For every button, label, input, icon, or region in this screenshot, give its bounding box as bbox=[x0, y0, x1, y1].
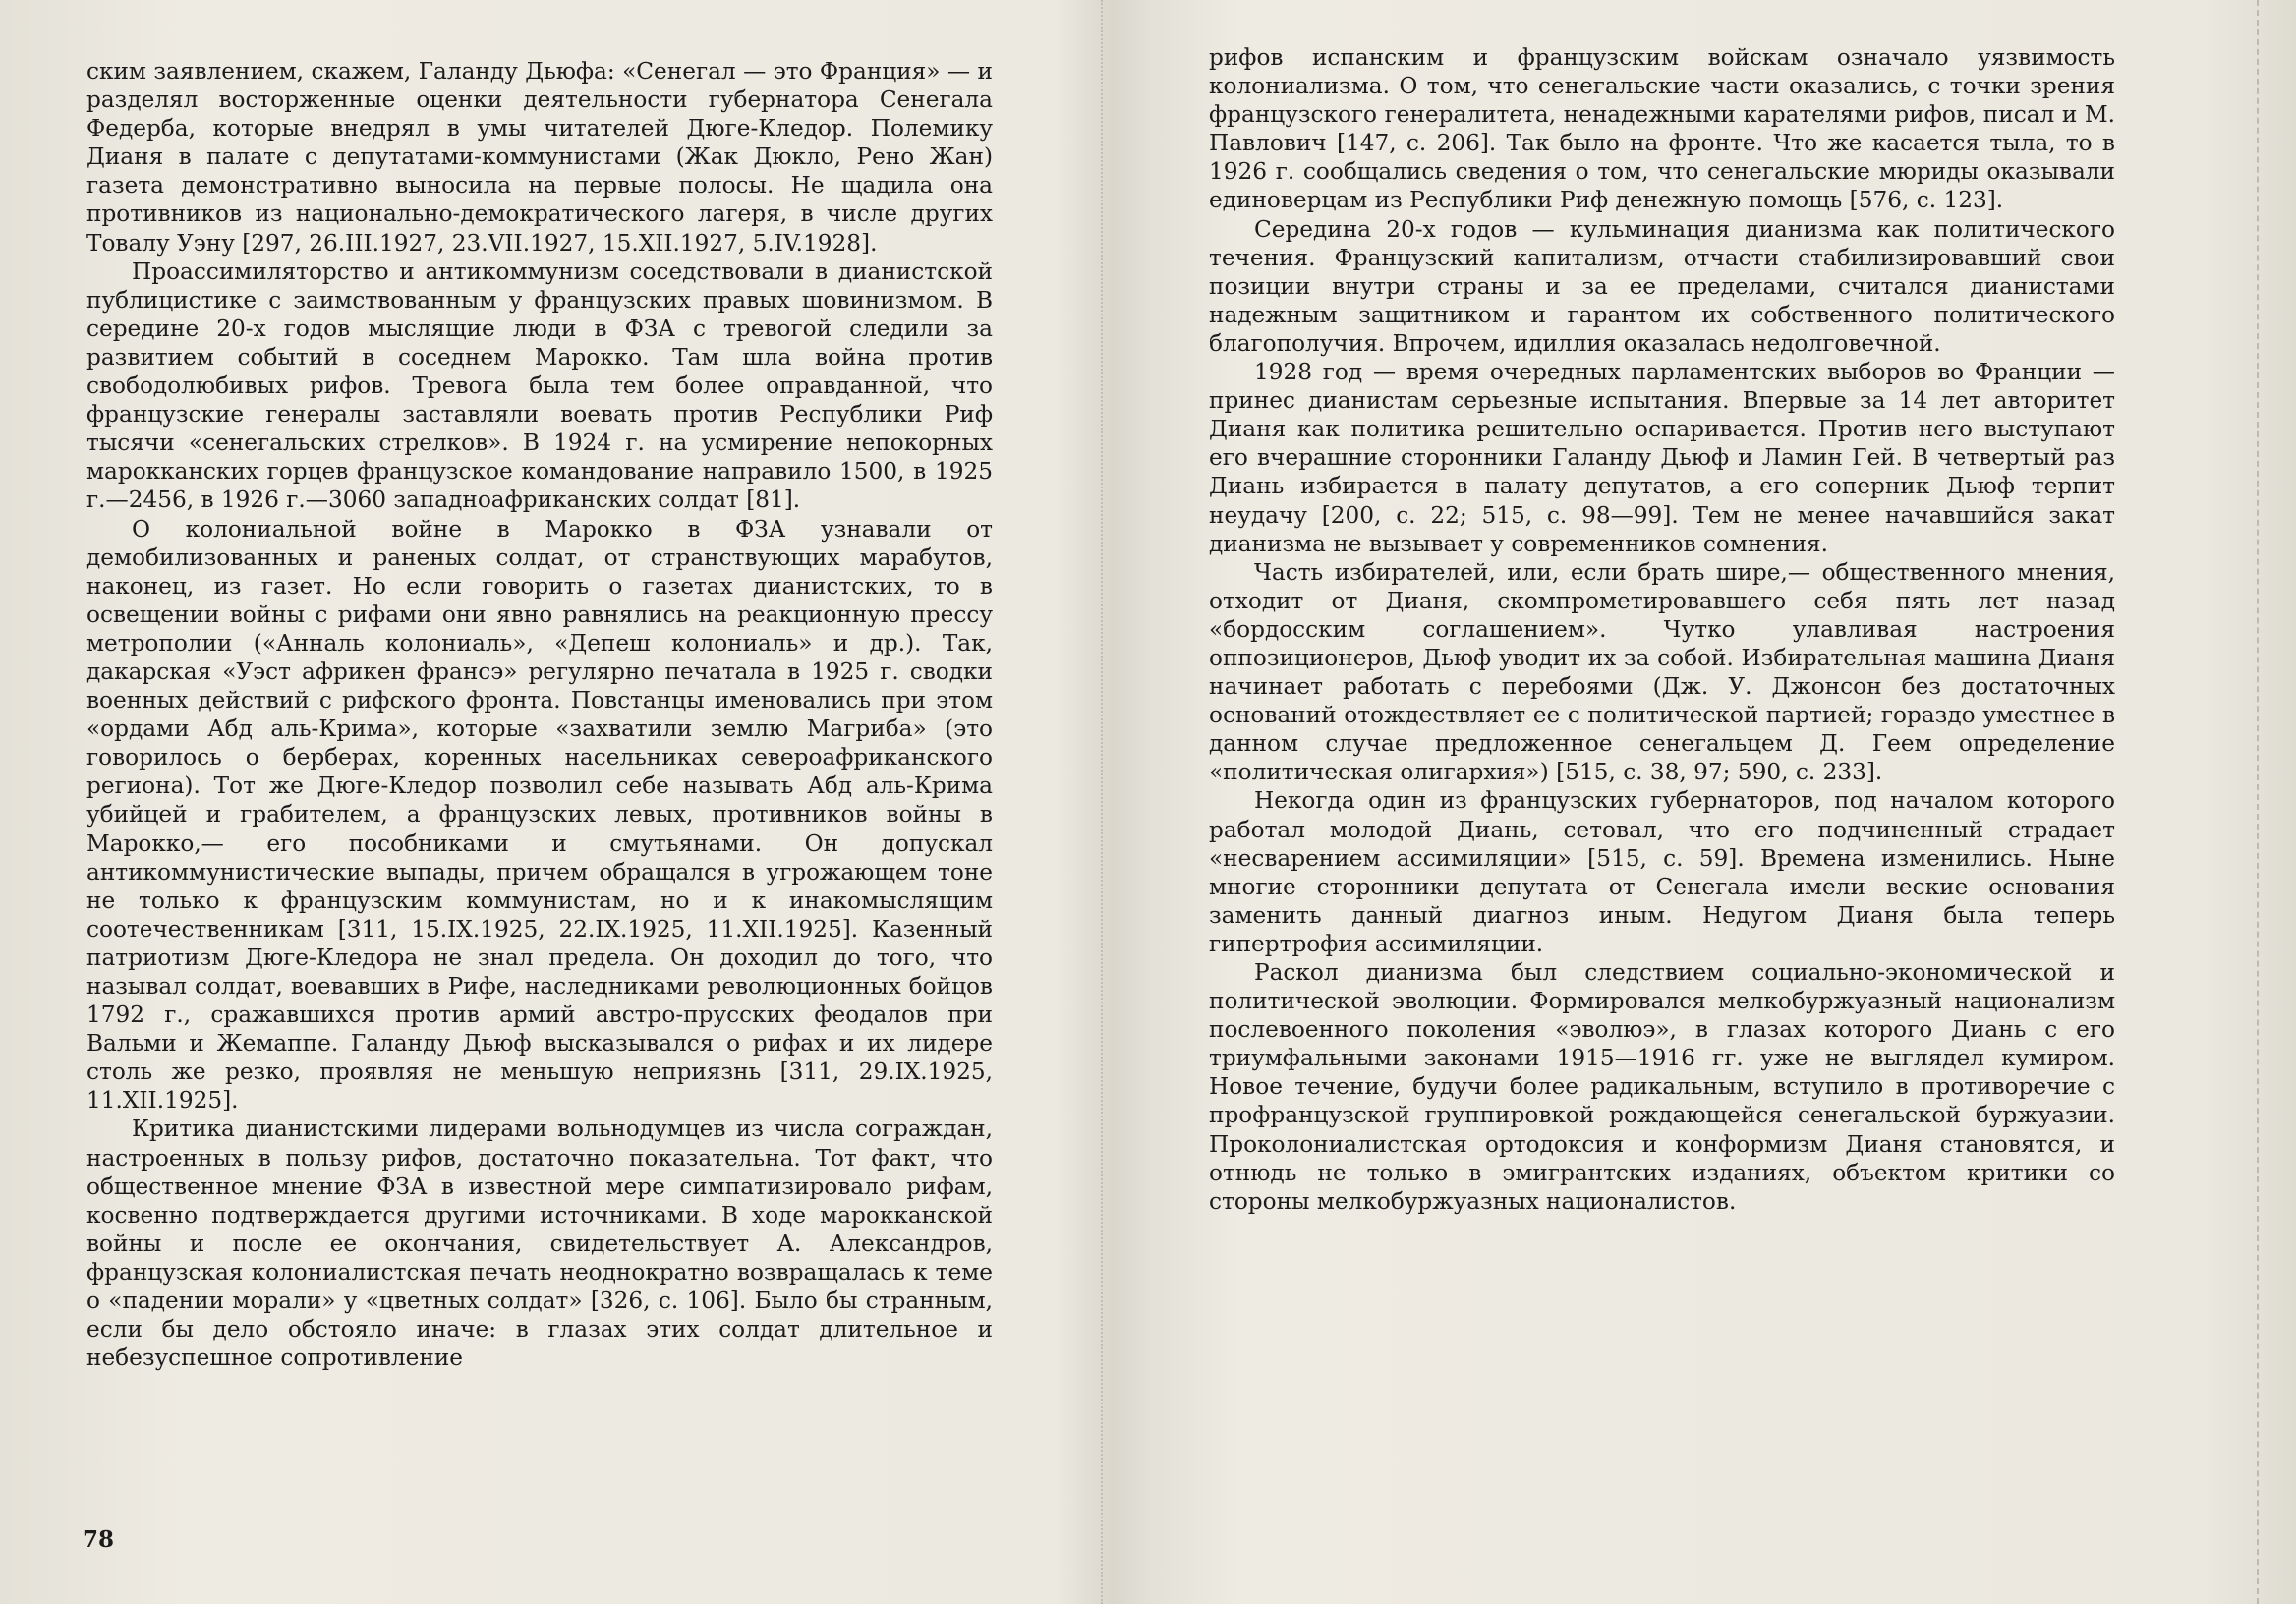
right-page bbox=[1130, 0, 2296, 1604]
paragraph: О колониальной войне в Марокко в ФЗА узнавали от демобилизованных и раненых солдат, от странствующих марабутов, наконец, из газет. Но если говорить о газетах дианистских, то в освещении войны с рифами они явно равнялись на реакционную прессу метрополии («Анналь колониаль», «Депеш колониаль» и др.). Так, дакарская «Уэст африкен франсэ» регулярно печатала в 1925 г. сводки военных действий с рифского фронта. Повстанцы именовались при этом «ордами Абд аль-Крима», которые «захватили землю Магриба» (это говорилось о берберах, коренных насельниках североафриканского региона). Тот же Дюге-Кледор позволил себе называть Абд аль-Крима убийцей и грабителем, а французских левых, противников войны в Марокко,— его пособниками и смутьянами. Он допускал антикоммунистические выпады, причем обращался в угрожающем тоне не только к французским коммунистам, но и к инакомыслящим соотечественникам [311, 15.IX.1925, 22.IX.1925, 11.XII.1925]. Казенный патриотизм Дюге-Кледора не знал предела. Он доходил до того, что называл солдат, воевавших в Рифе, наследниками революционных бойцов 1792 г., сражавшихся против армий австро-прусских феодалов при Вальми и Жемаппе. Галанду Дьюф высказывался о рифах и их лидере столь же резко, проявляя не меньшую неприязнь [311, 29.IX.1925, 11.XII.1925]. bbox=[86, 515, 993, 1115]
page-number: 78 bbox=[83, 1526, 115, 1553]
paragraph: Середина 20-х годов — кульминация дианизма как политического течения. Французский капитализм, отчасти стабилизировавший свои позиции внутри страны и за ее пределами, считался дианистами надежным защитником и гарантом их собственного политического благополучия. Впрочем, идиллия оказалась недолговечной. bbox=[1209, 215, 2115, 357]
paragraph: Проассимиляторство и антикоммунизм соседствовали в дианистской публицистике с заимствованным у французских правых шовинизмом. В середине 20-х годов мыслящие люди в ФЗА с тревогой следили за развитием событий в соседнем Марокко. Там шла война против свободолюбивых рифов. Тревога была тем более оправданной, что французские генералы заставляли воевать против Республики Риф тысячи «сенегальских стрелков». В 1924 г. на усмирение непокорных марокканских горцев французское командование направило 1500, в 1925 г.—2456, в 1926 г.—3060 западноафриканских солдат [81]. bbox=[86, 258, 993, 514]
paragraph: рифов испанским и французским войскам означало уязвимость колониализма. О том, что сенегальские части оказались, с точки зрения французского генералитета, ненадежными карателями рифов, писал и М. Павлович [147, с. 206]. Так было на фронте. Что же касается тыла, то в 1926 г. сообщались сведения о том, что сенегальские мюриды оказывали единоверцам из Республики Риф денежную помощь [576, с. 123]. bbox=[1209, 44, 2115, 214]
page-edge bbox=[2257, 0, 2267, 1604]
paragraph: Часть избирателей, или, если брать шире,— общественного мнения, отходит от Дианя, скомпрометировавшего себя пять лет назад «бордосским соглашением». Чутко улавливая настроения оппозиционеров, Дьюф уводит их за собой. Избирательная машина Дианя начинает работать с перебоями (Дж. У. Джонсон без достаточных оснований отождествляет ее с политической партией; гораздо уместнее в данном случае предложенное сенегальцем Д. Геем определение «политическая олигархия») [515, с. 38, 97; 590, с. 233]. bbox=[1209, 558, 2115, 786]
paragraph: ским заявлением, скажем, Галанду Дьюфа: «Сенегал — это Франция» — и разделял восторженные оценки деятельности губернатора Сенегала Федерба, которые внедрял в умы читателей Дюге-Кледор. Полемику Дианя в палате с депутатами-коммунистами (Жак Дюкло, Рено Жан) газета демонстративно выносила на первые полосы. Не щадила она противников из национально-демократического лагеря, в числе других Товалу Уэну [297, 26.III.1927, 23.VII.1927, 15.XII.1927, 5.IV.1928]. bbox=[86, 58, 993, 257]
left-page bbox=[0, 0, 1111, 1604]
paragraph: Раскол дианизма был следствием социально-экономической и политической эволюции. Формировался мелкобуржуазный национализм послевоенного поколения «эволюэ», в глазах которого Диань с его триумфальными законами 1915—1916 гг. уже не выглядел кумиром. Новое течение, будучи более радикальным, вступило в противоречие с профранцузской группировкой рождающейся сенегальской буржуазии. Проколониалистская ортодоксия и конформизм Дианя становятся, и отнюдь не только в эмигрантских изданиях, объектом критики со стороны мелкобуржуазных националистов. bbox=[1209, 959, 2115, 1215]
right-page-text bbox=[1209, 43, 2115, 1216]
paragraph: 1928 год — время очередных парламентских выборов во Франции — принес дианистам серьезные испытания. Впервые за 14 лет авторитет Дианя как политика решительно оспаривается. Против него выступают его вчерашние сторонники Галанду Дьюф и Ламин Гей. В четвертый раз Диань избирается в палату депутатов, а его соперник Дьюф терпит неудачу [200, с. 22; 515, с. 98—99]. Тем не менее начавшийся закат дианизма не вызывает у современников сомнения. bbox=[1209, 359, 2115, 557]
left-page-text bbox=[86, 57, 993, 1372]
paragraph: Некогда один из французских губернаторов, под началом которого работал молодой Диань, сетовал, что его подчиненный страдает «несварением ассимиляции» [515, с. 59]. Времена изменились. Ныне многие сторонники депутата от Сенегала имели веские основания заменить данный диагноз иным. Недугом Дианя была теперь гипертрофия ассимиляции. bbox=[1209, 787, 2115, 957]
paragraph: Критика дианистскими лидерами вольнодумцев из числа сограждан, настроенных в пользу рифов, достаточно показательна. Тот факт, что общественное мнение ФЗА в известной мере симпатизировало рифам, косвенно подтверждается другими источниками. В ходе марокканской войны и после ее окончания, свидетельствует А. Александров, французская колониалистская печать неоднократно возвращалась к теме о «падении морали» у «цветных солдат» [326, с. 106]. Было бы странным, если бы дело обстояло иначе: в глазах этих солдат длительное и небезуспешное сопротивление bbox=[86, 1116, 993, 1372]
